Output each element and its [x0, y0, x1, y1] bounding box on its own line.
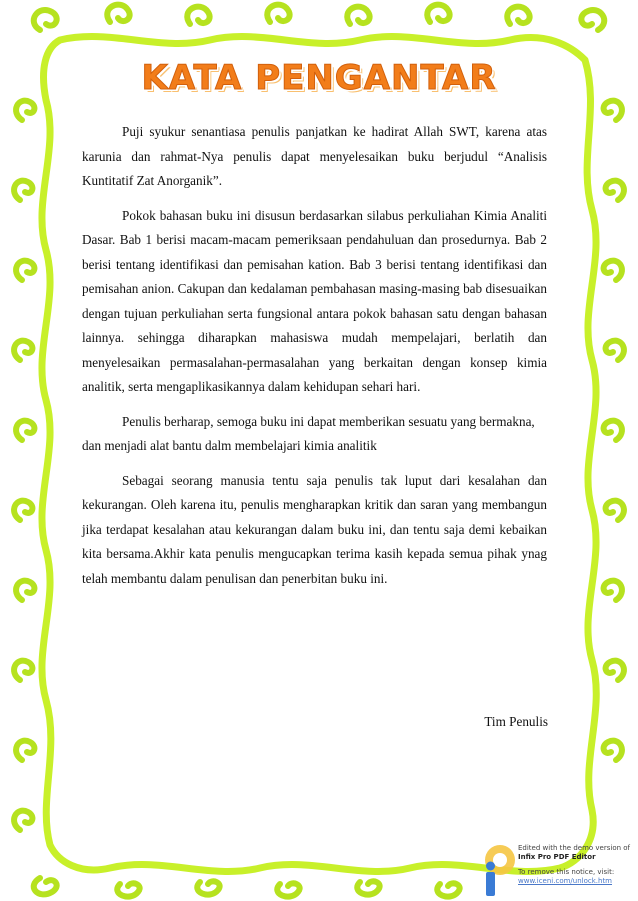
demo-line-3: To remove this notice, visit: [518, 868, 615, 876]
paragraph-4: Sebagai seorang manusia tentu saja penulis tak luput dari kesalahan dan kekurangan. Oleh karena itu, penulis mengharapkan kritik dan saran yang membangun jika terdapat kesalahan atau kekurangan dalam buku ini, dan tentu saja demi kebaikan kita bersama.Akhir kata penulis mengucapkan terima kasih kepada semua pihak ynag telah membantu dalam penulisan dan penerbitan buku ini. [82, 472, 547, 586]
paragraph-1: Puji syukur senantiasa penulis panjatkan ke hadirat Allah SWT, karena atas karunia dan rahmat-Nya penulis dapat menyelesaikan buku berjudul “Analisis Kuntitatif Zat Anorganik”. [82, 124, 547, 188]
paragraph-2: Pokok bahasan buku ini disusun berdasarkan silabus perkuliahan Kimia Analiti Dasar. Bab 1 berisi macam-macam pemeriksaan pendahuluan dan prosedurnya. Bab 2 berisi tentang identifikasi dan pemisahan kation. Bab 3 berisi tentang identifikasi dan pemisahan anion. Cakupan dan kedalaman pembahasan masing-masing bab disesuaikan dengan tujuan perkuliahan serta fungsional antara pokok bahasan satu dengan bahasan lainnya. sehingga diharapkan mahasiswa mudah mempelajari, berlatih dan menyelesaikan permasalahan-permasalahan yang berkaitan dengan konsep kimia analitik, serta mengaplikasikannya dalam kehidupan sehari hari. [82, 207, 547, 394]
demo-line-1: Edited with the demo version of [518, 844, 631, 852]
signature: Tim Penulis [484, 714, 548, 729]
demo-line-2: Infix Pro PDF Editor [518, 853, 596, 861]
preface-body [82, 120, 547, 601]
demo-watermark [470, 838, 635, 898]
infix-logo-icon [476, 842, 516, 898]
unlock-link[interactable]: www.iceni.com/unlock.htm [518, 877, 613, 885]
page-title: KATA PENGANTAR [141, 58, 497, 98]
bottom-curls [34, 878, 460, 897]
top-curls [34, 5, 604, 30]
right-curls [604, 101, 624, 760]
paragraph-3: Penulis berharap, semoga buku ini dapat memberikan sesuatu yang bermakna, dan menjadi alat bantu dalm membelajari kimia analitik [82, 413, 535, 453]
left-curls [14, 101, 34, 830]
